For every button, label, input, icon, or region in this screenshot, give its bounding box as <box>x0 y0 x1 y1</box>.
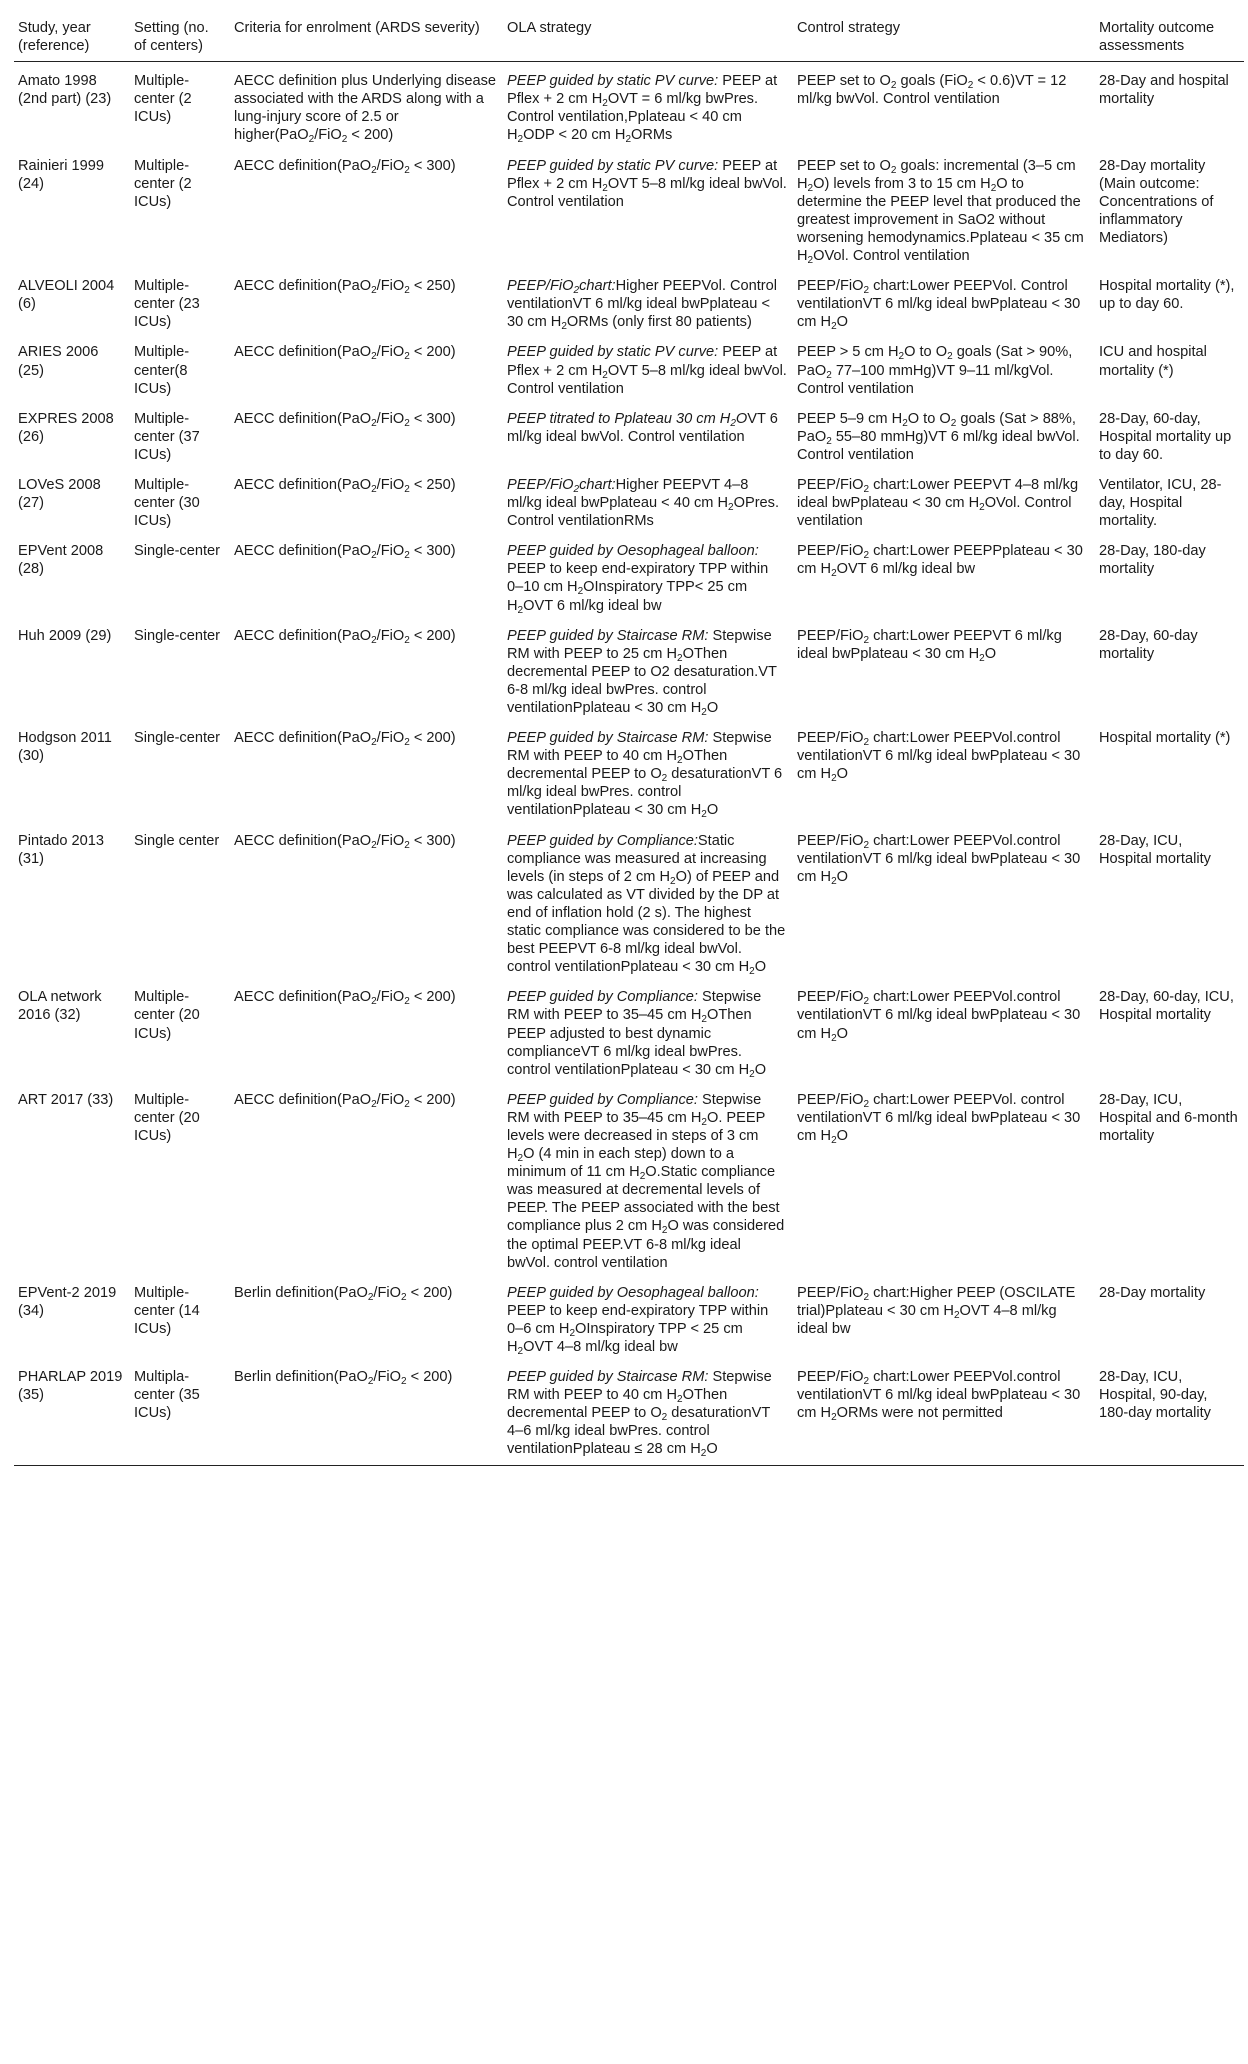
cell-mortality: 28-Day, ICU, Hospital and 6-month mortality <box>1099 1091 1238 1144</box>
cell-criteria: AECC definition(PaO$_2$/FiO$_2$ < 300) <box>234 157 456 176</box>
cell-ola-strategy: PEEP guided by static PV curve: PEEP at Pflex + 2 cm $H_2OVT$ 5–8 ml/kg ideal bwVol. Control ventilation <box>507 344 787 397</box>
table-row <box>14 147 1244 268</box>
cell-setting: Single center <box>134 832 220 849</box>
cell-control-strategy: PEEP/FiO$_2$ chart:Higher PEEP (OSCILATE trial)Pplateau < 30 cm $H_2OVT$ 4–8 ml/kg ideal bw <box>797 1284 1076 1337</box>
cell-setting: Multipla-center (35 ICUs) <box>130 1358 230 1465</box>
cell-criteria: AECC definition(PaO$_2$/FiO$_2$ < 300) <box>234 410 456 429</box>
cell-control-strategy: PEEP > 5 cm $H_2O$ to $O_2$ goals (Sat > 90%, PaO$_2$ 77–100 mmHg)VT 9–11 ml/kgVol. Control ventilation <box>797 344 1073 397</box>
table-row <box>14 333 1244 399</box>
cell-control-strategy: PEEP/FiO$_2$ chart:Lower PEEPPplateau < 30 cm $H_2OVT$ 6 ml/kg ideal bw <box>797 543 1083 580</box>
cell-criteria: AECC definition(PaO$_2$/FiO$_2$ < 250) <box>234 278 456 297</box>
header-ola-strategy: OLA strategy <box>503 0 793 62</box>
header-setting: Setting (no. of centers) <box>130 0 230 62</box>
cell-study: PHARLAP 2019 (35) <box>14 1358 130 1465</box>
table-row <box>14 978 1244 1080</box>
cell-mortality: 28-Day, 60-day, Hospital mortality up to day 60. <box>1099 410 1232 463</box>
cell-ola-strategy: PEEP guided by Staircase RM: Stepwise RM with PEEP to 40 cm $H_2OThen$ decremental PEEP to $O_2$ desaturationVT 4–6 ml/kg ideal bwPres. control ventilationPplateau ≤ 28 cm $H_2O$ <box>503 1358 793 1465</box>
cell-control-strategy: PEEP 5–9 cm $H_2O$ to $O_2$ goals (Sat > 88%, PaO$_2$ 55–80 mmHg)VT 6 ml/kg ideal bwVol. Control ventilation <box>797 410 1080 463</box>
studies-table <box>14 0 1244 1466</box>
cell-ola-strategy: PEEP guided by static PV curve: PEEP at Pflex + 2 cm $H_2OVT$ 5–8 ml/kg ideal bwVol. Control ventilation <box>507 157 787 210</box>
cell-control-strategy: PEEP set to $O_2$ goals (FiO$_2$ < 0.6)VT = 12 ml/kg bwVol. Control ventilation <box>797 73 1067 108</box>
cell-mortality: 28-Day and hospital mortality <box>1099 73 1229 108</box>
cell-ola-strategy: PEEP guided by Oesophageal balloon: PEEP to keep end-expiratory TPP within 0–6 cm $H_2OInspiratory$ TPP < 25 cm $H_2OVT$ 4–8 ml/kg ideal bw <box>507 1284 769 1357</box>
cell-control-strategy: PEEP/FiO$_2$ chart:Lower PEEPVol. Control ventilationVT 6 ml/kg ideal bwPplateau < 30 cm $H_2O$ <box>797 278 1081 333</box>
cell-setting: Multiple-center (20 ICUs) <box>134 989 200 1042</box>
cell-mortality: Hospital mortality (*) <box>1099 730 1231 747</box>
cell-study: Hodgson 2011 (30) <box>18 730 112 765</box>
header-mortality: Mortality outcome assessments <box>1095 0 1244 62</box>
table-row <box>14 617 1244 719</box>
cell-ola-strategy: PEEP guided by Compliance: Stepwise RM with PEEP to 35–45 cm $H_2O$. PEEP levels were decreased in steps of 3 cm $H_2O$ (4 min in each step) down to a minimum of 11 cm $H_2O.Static$ compliance was measured at decremental levels of PEEP. The PEEP associated with the best compliance plus 2 cm $H_2O$ was considered the optimal PEEP.VT 6-8 ml/kg ideal bwVol. control ventilation <box>507 1091 785 1271</box>
cell-study: OLA network 2016 (32) <box>18 989 102 1024</box>
header-criteria: Criteria for enrolment (ARDS severity) <box>230 0 503 62</box>
cell-study: ART 2017 (33) <box>18 1091 114 1108</box>
header-study: Study, year (reference) <box>14 0 130 62</box>
cell-ola-strategy: PEEP guided by Oesophageal balloon: PEEP to keep end-expiratory TPP within 0–10 cm $H_2OInspiratory$ TPP< 25 cm $H_2OVT$ 6 ml/kg ideal bw <box>507 543 769 616</box>
cell-criteria: Berlin definition(PaO$_2$/FiO$_2$ < 200) <box>234 1284 453 1303</box>
cell-mortality: Hospital mortality (*), up to day 60. <box>1099 278 1235 313</box>
cell-criteria: AECC definition(PaO$_2$/FiO$_2$ < 200) <box>234 730 456 749</box>
cell-ola-strategy: PEEP/FiO$_2$chart:Higher PEEPVT 4–8 ml/kg ideal bwPplateau < 40 cm $H_2OPres$. Control ventilationRMs <box>507 476 780 530</box>
cell-mortality: ICU and hospital mortality (*) <box>1099 344 1207 379</box>
cell-setting: Multiple-center (2 ICUs) <box>134 73 192 126</box>
cell-control-strategy: PEEP/FiO$_2$ chart:Lower PEEPVol.control ventilationVT 6 ml/kg ideal bwPplateau < 30 cm $H_2O$ <box>797 730 1081 785</box>
cell-setting: Multiple-center (14 ICUs) <box>134 1284 200 1337</box>
cell-setting: Multiple-center (37 ICUs) <box>134 410 200 463</box>
cell-setting: Single-center <box>134 543 220 560</box>
cell-setting: Multiple-center (2 ICUs) <box>134 157 192 210</box>
cell-control-strategy: PEEP/FiO$_2$ chart:Lower PEEPVT 6 ml/kg ideal bwPplateau < 30 cm $H_2O$ <box>797 627 1062 664</box>
table-row <box>14 62 1244 147</box>
cell-setting: Multiple-center (30 ICUs) <box>134 476 200 530</box>
cell-mortality: Ventilator, ICU, 28-day, Hospital mortality. <box>1099 476 1222 530</box>
cell-mortality: 28-Day, ICU, Hospital mortality <box>1099 832 1211 867</box>
cell-control-strategy: PEEP set to $O_2$ goals: incremental (3–5 cm $H_2O$) levels from 3 to 15 cm $H_2O$ to determine the PEEP level that produced the greatest improvement in SaO2 without worsening hemodynamics.Pplateau < 35 cm $H_2OVol$. Control ventilation <box>797 157 1084 267</box>
table-row <box>14 466 1244 532</box>
cell-mortality: 28-Day, 180-day mortality <box>1099 543 1206 578</box>
cell-mortality: 28-Day, 60-day, ICU, Hospital mortality <box>1099 989 1234 1024</box>
cell-control-strategy: PEEP/FiO$_2$ chart:Lower PEEPVol. control ventilationVT 6 ml/kg ideal bwPplateau < 30 cm $H_2O$ <box>797 1091 1081 1146</box>
cell-study: EPVent-2 2019 (34) <box>18 1284 117 1319</box>
cell-setting: Multiple-center(8 ICUs) <box>134 344 190 397</box>
cell-study: Amato 1998 (2nd part) (23) <box>18 73 112 108</box>
cell-setting: Multiple-center (20 ICUs) <box>134 1091 200 1144</box>
cell-setting: Single-center <box>134 627 220 644</box>
table-row <box>14 400 1244 466</box>
cell-study: EXPRES 2008 (26) <box>18 410 114 445</box>
table-row <box>14 1274 1244 1358</box>
cell-ola-strategy: PEEP guided by static PV curve: PEEP at Pflex + 2 cm $H_2OVT = 6$ ml/kg bwPres. Control ventilation,Pplateau < 40 cm $H_2ODP < 20$ cm $H_2ORMs$ <box>507 73 778 146</box>
cell-criteria: AECC definition(PaO$_2$/FiO$_2$ < 200) <box>234 1091 456 1110</box>
cell-criteria: AECC definition(PaO$_2$/FiO$_2$ < 200) <box>234 989 456 1008</box>
cell-ola-strategy: PEEP guided by Staircase RM: Stepwise RM with PEEP to 25 cm $H_2OThen$ decremental PEEP to O2 desaturation.VT 6-8 ml/kg ideal bwPres. control ventilationPplateau < 30 cm $H_2O$ <box>507 627 777 718</box>
table-row <box>14 1358 1244 1465</box>
cell-study: ARIES 2006 (25) <box>18 344 99 379</box>
cell-study: Huh 2009 (29) <box>18 627 112 644</box>
cell-control-strategy: PEEP/FiO$_2$ chart:Lower PEEPVol.control ventilationVT 6 ml/kg ideal bwPplateau < 30 cm $H_2ORMs$ were not permitted <box>793 1358 1095 1465</box>
header-control-strategy: Control strategy <box>793 0 1095 62</box>
cell-ola-strategy: PEEP guided by Staircase RM: Stepwise RM with PEEP to 40 cm $H_2OThen$ decremental PEEP to $O_2$ desaturationVT 6 ml/kg ideal bwPres. control ventilationPplateau < 30 cm $H_2O$ <box>507 730 783 821</box>
cell-criteria: Berlin definition(PaO$_2$/FiO$_2$ < 200) <box>230 1358 503 1465</box>
table-row <box>14 822 1244 979</box>
cell-criteria: AECC definition(PaO$_2$/FiO$_2$ < 200) <box>234 344 456 363</box>
cell-ola-strategy: PEEP guided by Compliance: Stepwise RM with PEEP to 35–45 cm $H_2OThen$ PEEP adjusted to best dynamic complianceVT 6 ml/kg ideal bwPres. control ventilationPplateau < 30 cm $H_2O$ <box>507 989 767 1080</box>
table-header <box>14 0 1244 62</box>
cell-study: Pintado 2013 (31) <box>18 832 105 867</box>
cell-ola-strategy: PEEP guided by Compliance:Static compliance was measured at increasing levels (in steps of 2 cm $H_2O$) of PEEP and was calculated as VT divided by the DP at end of inflation hold (2 s). The highest static compliance was considered to be the best PEEPVT 6-8 ml/kg ideal bwVol. control ventilationPplateau < 30 cm $H_2O$ <box>507 832 786 978</box>
cell-study: ALVEOLI 2004 (6) <box>18 278 115 313</box>
cell-criteria: AECC definition(PaO$_2$/FiO$_2$ < 300) <box>234 543 456 562</box>
cell-mortality: 28-Day mortality (Main outcome: Concentrations of inflammatory Mediators) <box>1099 157 1214 246</box>
cell-criteria: AECC definition(PaO$_2$/FiO$_2$ < 300) <box>234 832 456 851</box>
table-row <box>14 1081 1244 1274</box>
cell-mortality: 28-Day mortality <box>1099 1284 1206 1301</box>
table-row <box>14 532 1244 616</box>
table-row <box>14 719 1244 821</box>
cell-study: EPVent 2008 (28) <box>18 543 104 578</box>
cell-control-strategy: PEEP/FiO$_2$ chart:Lower PEEPVol.control ventilationVT 6 ml/kg ideal bwPplateau < 30 cm $H_2O$ <box>797 989 1081 1044</box>
cell-ola-strategy: PEEP titrated to Pplateau 30 cm $H_2OVT$ 6 ml/kg ideal bwVol. Control ventilation <box>507 410 778 445</box>
cell-criteria: AECC definition(PaO$_2$/FiO$_2$ < 250) <box>234 476 456 495</box>
cell-criteria: AECC definition(PaO$_2$/FiO$_2$ < 200) <box>234 627 456 646</box>
cell-setting: Single-center <box>134 730 220 747</box>
table-row <box>14 267 1244 333</box>
cell-study: LOVeS 2008 (27) <box>18 476 101 512</box>
cell-study: Rainieri 1999 (24) <box>18 157 104 192</box>
cell-mortality: 28-Day, ICU, Hospital, 90-day, 180-day mortality <box>1095 1358 1244 1465</box>
cell-setting: Multiple-center (23 ICUs) <box>134 278 200 331</box>
cell-criteria: AECC definition plus Underlying disease associated with the ARDS along with a lung-injury score of 2.5 or higher(PaO$_2$/FiO$_2$ < 200) <box>234 73 497 146</box>
cell-control-strategy: PEEP/FiO$_2$ chart:Lower PEEPVT 4–8 ml/kg ideal bwPplateau < 30 cm $H_2OVol$. Control ventilation <box>797 476 1079 530</box>
cell-mortality: 28-Day, 60-day mortality <box>1099 627 1198 662</box>
table-body <box>14 62 1244 1465</box>
cell-ola-strategy: PEEP/FiO$_2$chart:Higher PEEPVol. Control ventilationVT 6 ml/kg ideal bwPplateau < 30 cm $H_2ORMs$ (only first 80 patients) <box>507 278 777 333</box>
cell-control-strategy: PEEP/FiO$_2$ chart:Lower PEEPVol.control ventilationVT 6 ml/kg ideal bwPplateau < 30 cm $H_2O$ <box>797 832 1081 887</box>
